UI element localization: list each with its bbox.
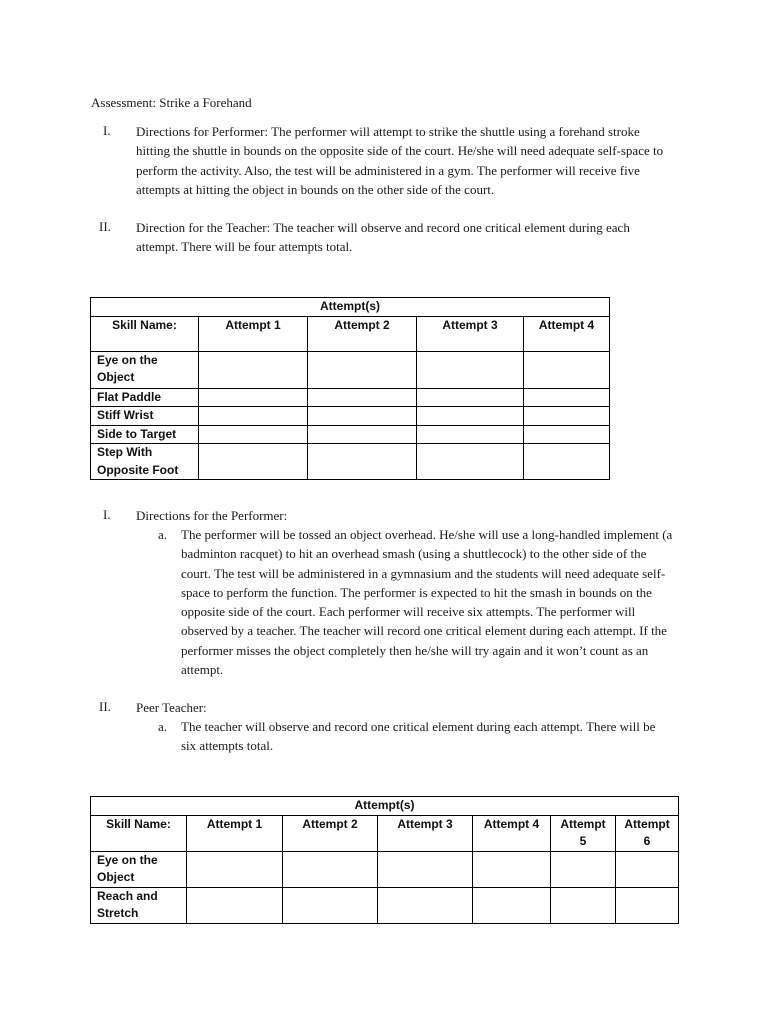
score-cell[interactable] — [417, 407, 524, 426]
column-header: Attempt 1 — [187, 815, 283, 851]
score-cell[interactable] — [524, 388, 610, 407]
performer-directions-text: Directions for Performer: The performer will attempt to strike the shuttle using a forehand stroke hitting the shuttle in bounds on the opposite side of the court. He/she will need adequate self-space to perform the activity. Also, the test will be administered in a gym. The performer will receive five attempts at hitting the object in bounds on the other side of the court. — [136, 124, 664, 197]
table-row — [91, 851, 679, 887]
score-cell[interactable] — [308, 444, 417, 480]
score-cell[interactable] — [417, 425, 524, 444]
attempts-group-header: Attempt(s) — [91, 298, 610, 317]
score-cell[interactable] — [199, 388, 308, 407]
score-cell[interactable] — [524, 407, 610, 426]
list-numeral: II. — [99, 219, 111, 234]
score-cell[interactable] — [199, 351, 308, 388]
score-cell[interactable] — [378, 887, 473, 923]
table-row — [91, 407, 610, 426]
column-header: Attempt 2 — [308, 316, 417, 351]
column-header: Attempt 3 — [378, 815, 473, 851]
score-cell[interactable] — [187, 851, 283, 887]
score-cell[interactable] — [308, 351, 417, 388]
document-title: Assessment: Strike a Forehand — [91, 95, 252, 110]
score-cell[interactable] — [417, 388, 524, 407]
score-cell[interactable] — [417, 351, 524, 388]
score-cell[interactable] — [308, 407, 417, 426]
list-numeral: II. — [99, 699, 111, 714]
score-cell[interactable] — [199, 407, 308, 426]
score-cell[interactable] — [551, 887, 616, 923]
skill-name-cell: Side to Target — [91, 425, 199, 444]
skill-name-header: Skill Name: — [91, 815, 187, 851]
skill-name-cell: Eye on the Object — [91, 351, 199, 388]
score-cell[interactable] — [524, 444, 610, 480]
list-numeral: I. — [103, 123, 111, 138]
teacher-directions-text: Direction for the Teacher: The teacher will observe and record one critical element during each attempt. There will be four attempts total. — [136, 220, 630, 255]
score-cell[interactable] — [199, 425, 308, 444]
table-row — [91, 444, 610, 480]
forehand-assessment-table — [90, 297, 610, 480]
skill-name-header: Skill Name: — [91, 316, 199, 351]
list-letter: a. — [158, 527, 168, 542]
column-header: Attempt 1 — [199, 316, 308, 351]
performer-directions-detail: The performer will be tossed an object overhead. He/she will use a long-handled implement (a badminton racquet) to hit an overhead smash (using a shuttlecock) to the other side of the court. The test will be administered in a gymnasium and the students will need adequate self-space to perform the function. The performer is expected to hit the smash in bounds on the opposite side of the court. Each performer will receive six attempts. The performer will observed by a teacher. The teacher will record one critical element during each attempt. If the performer misses the object completely then he/she will try again and it won’t count as an attempt. — [181, 527, 673, 678]
column-header: Attempt 6 — [616, 815, 679, 851]
score-cell[interactable] — [524, 351, 610, 388]
skill-name-cell: Step With Opposite Foot — [91, 444, 199, 480]
score-cell[interactable] — [473, 887, 551, 923]
skill-name-cell: Eye on the Object — [91, 851, 187, 887]
smash-assessment-table — [90, 796, 679, 924]
table-row — [91, 351, 610, 388]
score-cell[interactable] — [551, 851, 616, 887]
peer-teacher-detail: The teacher will observe and record one critical element during each attempt. There will be six attempts total. — [181, 719, 656, 754]
score-cell[interactable] — [417, 444, 524, 480]
column-header: Attempt 3 — [417, 316, 524, 351]
score-cell[interactable] — [524, 425, 610, 444]
score-cell[interactable] — [199, 444, 308, 480]
score-cell[interactable] — [308, 425, 417, 444]
table-row — [91, 887, 679, 923]
score-cell[interactable] — [283, 887, 378, 923]
attempts-group-header: Attempt(s) — [91, 797, 679, 816]
list-numeral: I. — [103, 507, 111, 522]
score-cell[interactable] — [378, 851, 473, 887]
skill-name-cell: Stiff Wrist — [91, 407, 199, 426]
peer-teacher-heading: Peer Teacher: — [136, 700, 207, 715]
column-header: Attempt 4 — [473, 815, 551, 851]
score-cell[interactable] — [616, 851, 679, 887]
performer-directions-heading: Directions for the Performer: — [136, 508, 288, 523]
table-row — [91, 425, 610, 444]
skill-name-cell: Flat Paddle — [91, 388, 199, 407]
score-cell[interactable] — [473, 851, 551, 887]
score-cell[interactable] — [187, 887, 283, 923]
column-header: Attempt 4 — [524, 316, 610, 351]
column-header: Attempt 5 — [551, 815, 616, 851]
table-row — [91, 388, 610, 407]
score-cell[interactable] — [616, 887, 679, 923]
skill-name-cell: Reach and Stretch — [91, 887, 187, 923]
list-letter: a. — [158, 719, 168, 734]
score-cell[interactable] — [308, 388, 417, 407]
score-cell[interactable] — [283, 851, 378, 887]
column-header: Attempt 2 — [283, 815, 378, 851]
